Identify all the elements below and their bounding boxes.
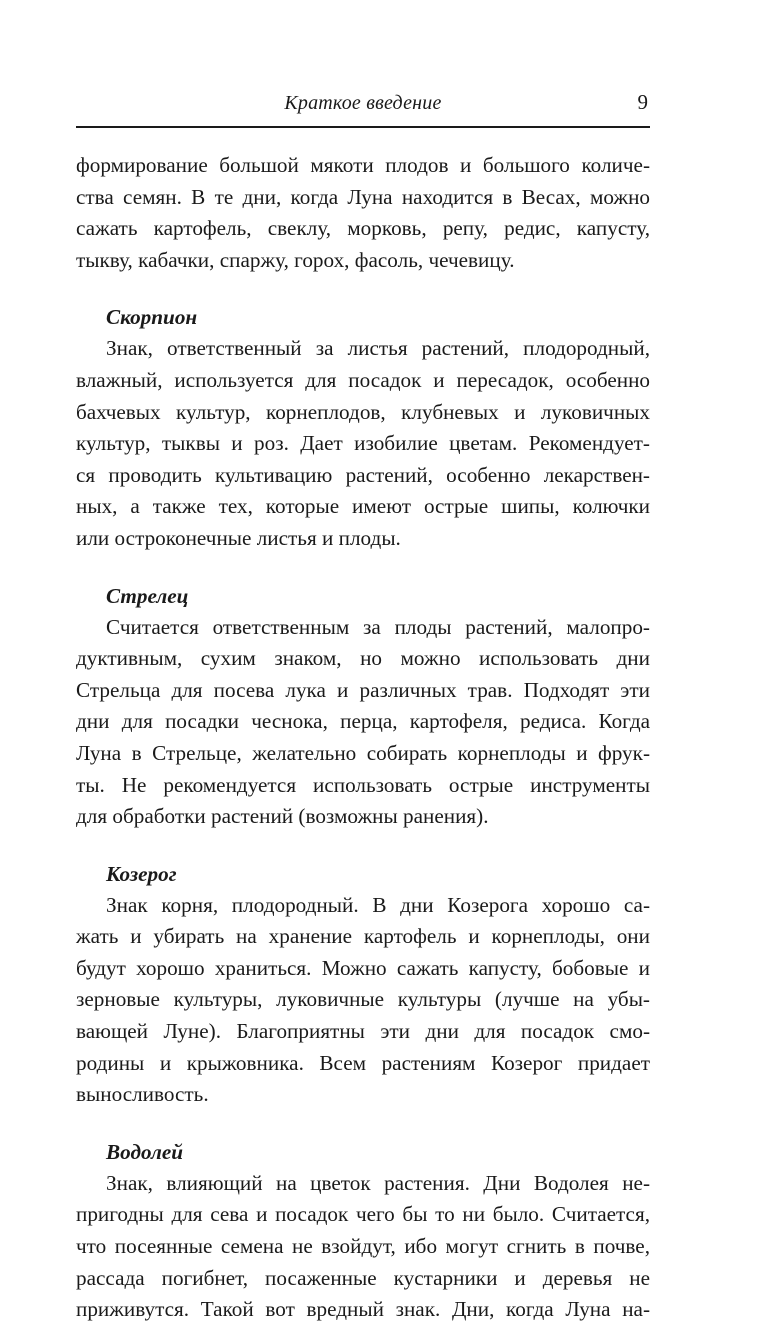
section-heading: Стрелец bbox=[106, 583, 189, 608]
text-line: Знак, влияющий на цветок растения. Дни Водолея не- bbox=[106, 1170, 650, 1195]
section-heading: Козерог bbox=[106, 861, 177, 886]
text-line: ся проводить культивацию растений, особенно лекарствен- bbox=[76, 462, 650, 487]
section-heading: Скорпион bbox=[106, 305, 198, 330]
text-line: рассада погибнет, посаженные кустарники и деревья не bbox=[76, 1265, 650, 1290]
text-line: Знак, ответственный за листья растений, плодородный, bbox=[106, 336, 650, 361]
section-paragraph bbox=[76, 890, 650, 1111]
text-line: Луна в Стрельце, желательно собирать корнеплоды и фрук- bbox=[76, 740, 650, 765]
section-paragraph bbox=[76, 612, 650, 833]
book-page bbox=[76, 88, 650, 1326]
intro-paragraph bbox=[76, 150, 650, 276]
text-line: что посеянные семена не взойдут, ибо могут сгнить в почве, bbox=[76, 1234, 650, 1259]
text-line: Знак корня, плодородный. В дни Козерога хорошо са- bbox=[106, 892, 650, 917]
text-line: ных, а также тех, которые имеют острые шипы, колючки bbox=[76, 494, 650, 519]
section-aquarius bbox=[76, 1136, 650, 1326]
text-line: жать и убирать на хранение картофель и корнеплоды, они bbox=[76, 924, 650, 949]
text-line: формирование большой мякоти плодов и большого количе- bbox=[76, 153, 650, 177]
text-line: приживутся. Такой вот вредный знак. Дни, когда Луна на- bbox=[76, 1297, 650, 1322]
text-line: бахчевых культур, корнеплодов, клубневых и луковичных bbox=[76, 399, 650, 424]
text-line: выносливость. bbox=[76, 1082, 209, 1107]
section-paragraph bbox=[76, 333, 650, 554]
text-line: сажать картофель, свеклу, морковь, репу, редис, капусту, bbox=[76, 216, 650, 241]
text-line: Стрельца для посева лука и различных трав. Подходят эти bbox=[76, 677, 650, 702]
running-title: Краткое введение bbox=[284, 92, 442, 114]
text-line: вающей Луне). Благоприятны эти дни для посадок смо- bbox=[76, 1019, 650, 1044]
text-line: ты. Не рекомендуется использовать острые инструменты bbox=[76, 772, 650, 797]
section-paragraph bbox=[76, 1168, 650, 1326]
section-capricorn bbox=[76, 858, 650, 1111]
text-line: родины и крыжовника. Всем растениям Козерог придает bbox=[76, 1050, 650, 1075]
running-header bbox=[76, 88, 650, 128]
text-line: или остроконечные листья и плоды. bbox=[76, 525, 401, 550]
text-line: влажный, используется для посадок и пересадок, особенно bbox=[76, 367, 650, 392]
section-scorpio bbox=[76, 301, 650, 554]
text-line: Считается ответственным за плоды растений, малопро- bbox=[106, 614, 650, 639]
section-heading: Водолей bbox=[106, 1139, 184, 1164]
page-number: 9 bbox=[637, 90, 648, 114]
text-line: для обработки растений (возможны ранения). bbox=[76, 804, 489, 829]
section-sagittarius bbox=[76, 580, 650, 833]
text-line: культур, тыквы и роз. Дает изобилие цветам. Рекомендует- bbox=[76, 431, 650, 456]
text-line: дуктивным, сухим знаком, но можно использовать дни bbox=[76, 646, 650, 671]
text-line: пригодны для сева и посадок чего бы то ни было. Считается, bbox=[76, 1202, 650, 1227]
text-line: зерновые культуры, луковичные культуры (лучше на убы- bbox=[76, 987, 650, 1012]
text-line: дни для посадки чеснока, перца, картофеля, редиса. Когда bbox=[76, 709, 650, 734]
text-line: будут хорошо храниться. Можно сажать капусту, бобовые и bbox=[76, 955, 650, 980]
text-line: ства семян. В те дни, когда Луна находится в Весах, можно bbox=[76, 184, 650, 209]
text-line: тыкву, кабачки, спаржу, горох, фасоль, чечевицу. bbox=[76, 247, 515, 272]
